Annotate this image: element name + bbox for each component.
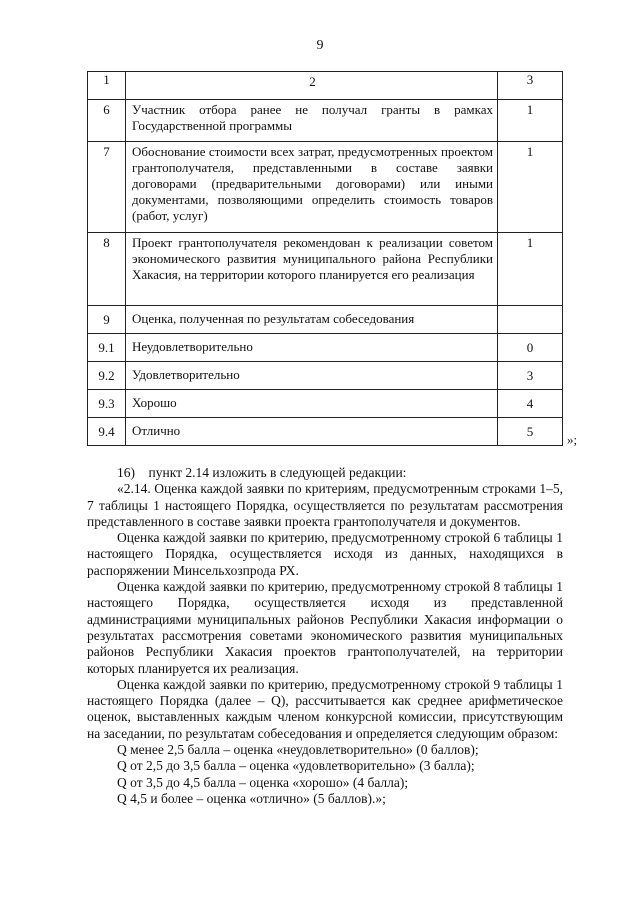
row-score: 4 (498, 390, 563, 418)
criteria-table (87, 71, 563, 446)
row-number: 9.3 (88, 390, 126, 418)
table-row (88, 334, 563, 362)
table-closing-quote: »; (567, 432, 578, 447)
row-text: Проект грантополучателя рекомендован к реализации советом экономического развития муниципального района Республики Хакасия, на территории которого планируется его реализация (126, 233, 498, 306)
row-number: 9.2 (88, 362, 126, 390)
row-score: 3 (498, 362, 563, 390)
paragraph-item-16: 16) пункт 2.14 изложить в следующей редакции: (117, 465, 407, 480)
row-score: 1 (526, 144, 534, 159)
row-number: 6 (103, 102, 110, 117)
row-score (498, 306, 563, 334)
table-row (88, 100, 563, 142)
row-text: Удовлетворительно (126, 362, 498, 390)
row-text: Отлично (126, 418, 498, 446)
row-text: Обоснование стоимости всех затрат, предусмотренных проектом грантополучателя, представленными в составе заявки договорами (предварительными договорами) или иными документами, позволяющими определить стоимость товаров (работ, услуг) (126, 142, 498, 233)
row-number: 8 (103, 235, 110, 250)
table-row (88, 233, 563, 306)
row-score: 5 (498, 418, 563, 446)
row-score: 1 (526, 235, 534, 250)
row-score: 0 (498, 334, 563, 362)
body-text (87, 465, 563, 807)
row-number: 9 (88, 306, 126, 334)
table-row (88, 390, 563, 418)
q-line: Q от 3,5 до 4,5 балла – оценка «хорошо» (4 балла); (117, 774, 409, 790)
row-score: 1 (526, 102, 534, 117)
table-header-row (88, 72, 563, 100)
paragraph: «2.14. Оценка каждой заявки по критериям, предусмотренным строками 1–5, 7 таблицы 1 настоящего Порядка, осуществляется по результатам рассмотрения представленного в составе заявки проекта грантополучателя и документов. (87, 481, 563, 529)
header-col-1: 1 (88, 72, 126, 100)
row-number: 9.1 (88, 334, 126, 362)
row-text: Участник отбора ранее не получал гранты в рамках Государственной программы (126, 100, 498, 142)
table-row (88, 142, 563, 233)
row-number: 9.4 (88, 418, 126, 446)
paragraph: Оценка каждой заявки по критерию, предусмотренному строкой 9 таблицы 1 настоящего Порядка (далее – Q), рассчитывается как среднее арифметическое оценок, выставленных каждым членом конкурсной комиссии, присутствующим на заседании, по результатам собеседования и определяется следующим образом: (87, 676, 563, 741)
row-text: Неудовлетворительно (126, 334, 498, 362)
q-line: Q менее 2,5 балла – оценка «неудовлетворительно» (0 баллов); (117, 742, 479, 758)
table-row (88, 418, 563, 446)
paragraph: Оценка каждой заявки по критерию, предусмотренному строкой 6 таблицы 1 настоящего Порядка, осуществляется исходя из данных, находящихся в распоряжении Минсельхозпрода РХ. (87, 530, 563, 578)
row-number: 7 (103, 144, 110, 159)
q-line: Q от 2,5 до 3,5 балла – оценка «удовлетворительно» (3 балла); (117, 758, 475, 774)
header-col-2: 2 (126, 72, 498, 100)
q-line: Q 4,5 и более – оценка «отлично» (5 баллов).»; (117, 790, 386, 806)
table-row (88, 306, 563, 334)
header-col-3: 3 (498, 72, 563, 100)
paragraph: Оценка каждой заявки по критерию, предусмотренному строкой 8 таблицы 1 настоящего Порядка, осуществляется исходя из представленной администрациями муниципальных районов Республики Хакасия информации о результатах рассмотрения советами экономического развития муниципальных районов Республики Хакасия проектов грантополучателей, на территории которых планируется их реализация. (87, 579, 563, 676)
row-text: Оценка, полученная по результатам собеседования (126, 306, 498, 334)
table-row (88, 362, 563, 390)
row-text: Хорошо (126, 390, 498, 418)
page-number: 9 (316, 38, 324, 53)
